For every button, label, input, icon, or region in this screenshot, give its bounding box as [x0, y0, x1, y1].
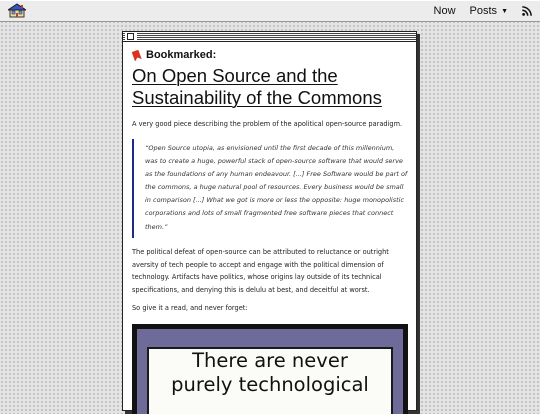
post-title-link[interactable]: On Open Source and the Sustainability of the Commons — [132, 65, 382, 108]
nav-now-link[interactable] — [434, 5, 456, 17]
window-title-bar[interactable] — [123, 32, 416, 42]
main-nav — [434, 0, 532, 22]
nav-posts-label: Posts — [469, 5, 498, 17]
nav-posts-dropdown[interactable] — [470, 5, 508, 17]
comic-caption-card — [147, 347, 393, 414]
bookmarked-header — [132, 48, 408, 62]
close-box-icon[interactable] — [127, 33, 134, 40]
nav-now-label: Now — [433, 5, 456, 17]
post-window — [122, 31, 417, 411]
comic-caption-line-1: There are never — [192, 349, 348, 372]
post-content — [132, 48, 408, 414]
comic-image — [132, 324, 408, 414]
bookmark-icon — [132, 50, 142, 61]
post-intro: A very good piece describing the problem of the apolitical open-source paradigm. — [132, 120, 403, 128]
home-house-icon[interactable] — [8, 3, 26, 18]
post-paragraph: The political defeat of open-source can be attributed to reluctance or outright aversity of tech people to accept and engage with the political dimension of technology. Artifacts have politics, whose origins lay outside of its technical specifications, and denying this is delulu at best, and deceitful at worst. — [132, 248, 389, 294]
quote-block: “Open Source utopia, as envisioned until the first decade of this millennium, was to create a huge, powerful stack of open-source software that would serve as the foundations of any human endeavour. [...] Free Software would be part of the commons, a huge natural pool of resources. Every business would be small in comparison [...] What we got is more or less the opposite: huge monopolistic corporations and lots of small fragmented free software pieces that connect them.” — [132, 139, 408, 238]
bookmarked-label: Bookmarked: — [146, 49, 217, 61]
post-outro: So give it a read, and never forget: — [132, 304, 248, 312]
chevron-down-icon: ▼ — [501, 7, 508, 15]
rss-icon[interactable] — [522, 6, 532, 16]
comic-caption-line-2: purely technological — [171, 373, 369, 396]
top-menu-bar — [0, 0, 540, 22]
